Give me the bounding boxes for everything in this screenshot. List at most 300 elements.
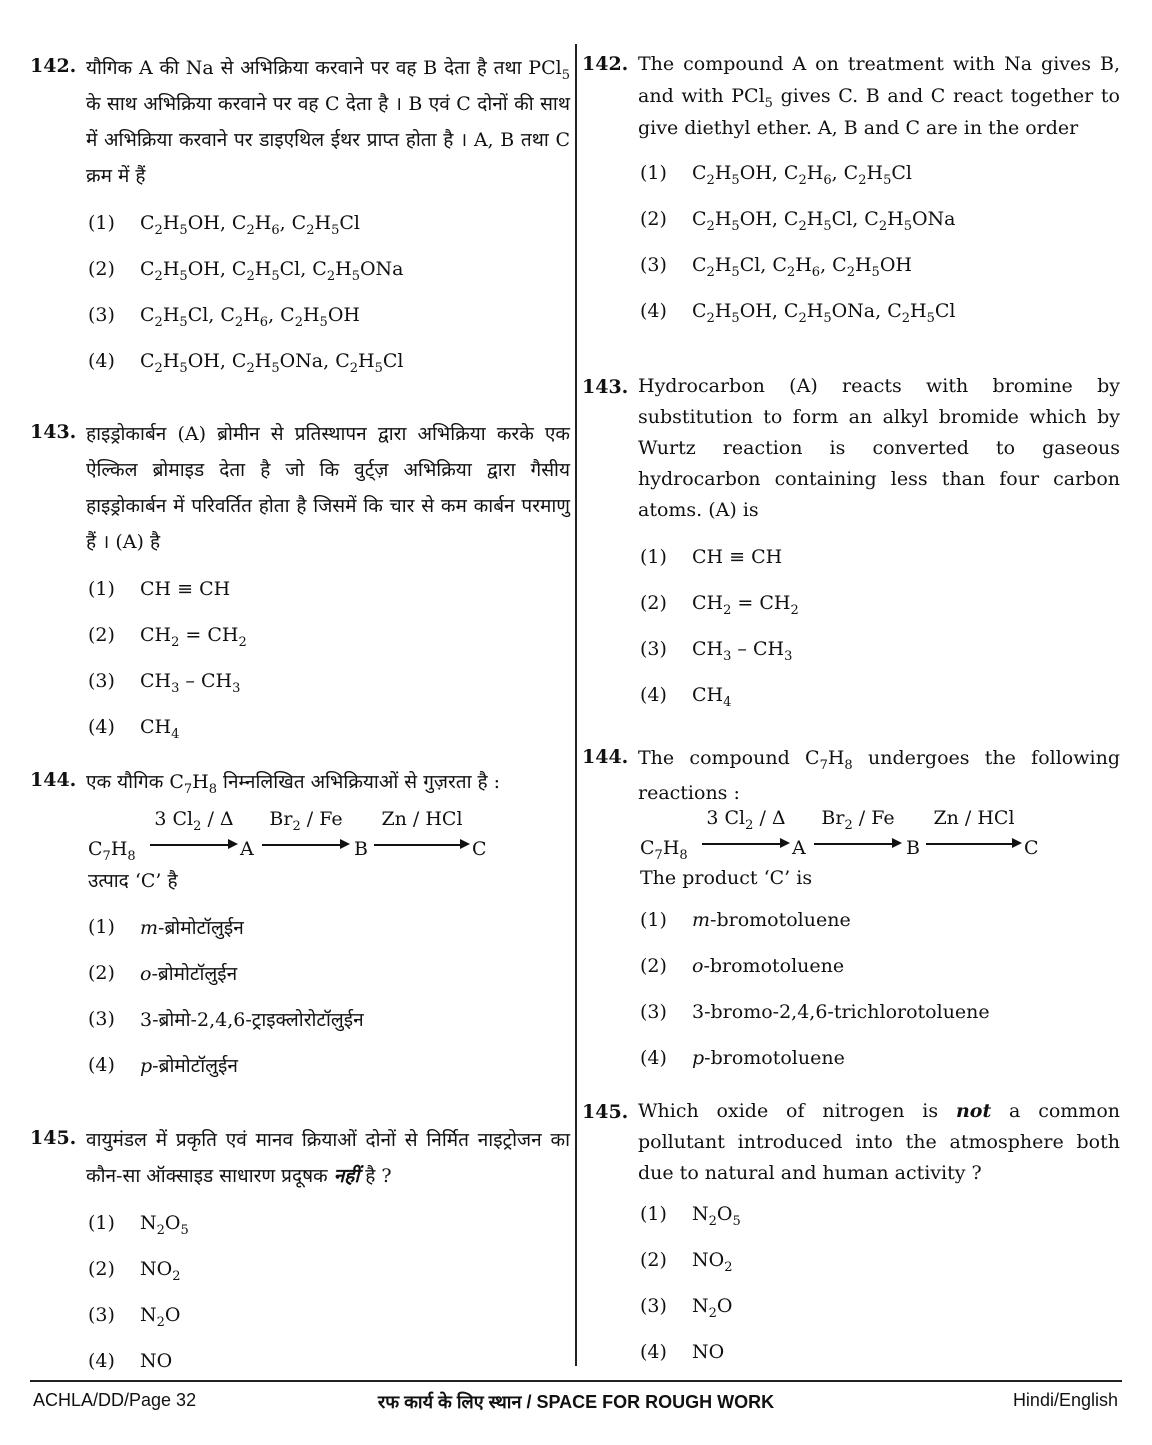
formula-text: Br <box>269 808 293 830</box>
subscript: 2 <box>294 315 303 330</box>
formula-text: OH <box>327 304 360 326</box>
formula-text: H <box>887 208 904 230</box>
formula-text: CH <box>140 716 172 738</box>
option-label: -ब्रोमोटॉलुईन <box>158 917 244 939</box>
formula-text: CH <box>692 638 724 660</box>
subscript: 7 <box>102 849 111 864</box>
option-2[interactable] <box>640 580 1120 626</box>
option-text <box>692 208 1120 234</box>
subscript: 5 <box>903 219 912 234</box>
rough-work-label: रफ कार्य के लिए स्थान / SPACE FOR ROUGH WORK <box>377 1392 775 1412</box>
subscript: 2 <box>154 315 163 330</box>
reaction-scheme <box>88 806 570 866</box>
subscript: 5 <box>732 1214 741 1229</box>
option-4[interactable] <box>88 1042 570 1088</box>
subscript: 2 <box>706 173 715 188</box>
arrow-head <box>1012 838 1022 848</box>
arrow-shaft <box>262 844 342 846</box>
formula-text: H <box>910 300 927 322</box>
option-text <box>692 254 1120 280</box>
options-list <box>640 150 1120 334</box>
option-number: (4) <box>88 716 115 738</box>
options-list <box>640 1191 1120 1375</box>
formula-text: O <box>716 1203 733 1225</box>
subscript: 3 <box>784 649 793 664</box>
subscript: 6 <box>811 265 821 280</box>
subscript: 5 <box>319 315 328 330</box>
option-3[interactable] <box>88 292 570 338</box>
formula-text: NO <box>692 1341 725 1363</box>
locant: p <box>140 1055 153 1077</box>
formula-text: = CH <box>731 592 791 614</box>
option-text <box>140 1304 570 1330</box>
reaction-arrow-1 <box>150 808 238 854</box>
subscript: 5 <box>271 361 280 376</box>
subscript: 2 <box>706 219 715 234</box>
subscript: 2 <box>246 269 255 284</box>
subscript: 5 <box>731 173 740 188</box>
option-2[interactable] <box>88 950 570 996</box>
formula-text: C <box>692 208 707 230</box>
product: C <box>1024 837 1039 859</box>
option-2[interactable] <box>88 1246 570 1292</box>
option-text <box>140 960 570 986</box>
question-143-english <box>582 371 1120 718</box>
subscript: 2 <box>154 269 163 284</box>
footer-rule <box>30 1380 1122 1382</box>
formula-text: NO <box>692 1249 725 1271</box>
formula-text: OH, C <box>739 162 799 184</box>
option-1[interactable] <box>88 904 570 950</box>
subscript: 5 <box>331 223 340 238</box>
formula-text: H <box>714 300 732 322</box>
option-text <box>140 914 570 940</box>
option-text <box>140 1052 570 1078</box>
arrow-shaft <box>702 843 782 845</box>
subscript: 2 <box>172 1269 181 1284</box>
formula-text: H <box>335 258 352 280</box>
reagent-label <box>150 808 238 834</box>
option-number: (3) <box>88 1304 115 1326</box>
reaction-arrow-2 <box>262 808 350 854</box>
subscript: 2 <box>154 361 163 376</box>
arrow-head <box>780 838 790 848</box>
option-text <box>692 955 1120 977</box>
formula-text: C <box>88 838 103 860</box>
option-number: (4) <box>640 1341 667 1363</box>
arrow-head <box>228 839 238 849</box>
option-2[interactable] <box>88 612 570 658</box>
subscript: 5 <box>823 219 832 234</box>
option-text <box>140 670 570 696</box>
question-text: वायुमंडल में प्रकृति एवं मानव क्रियाओं दोनों से निर्मित नाइट्रोजन का कौन-सा ऑक्साइड साधारण प्रदूषक नहीं है ? <box>86 1129 570 1187</box>
formula-text: OH, C <box>739 208 799 230</box>
option-text <box>692 1341 1120 1363</box>
option-text: 3-bromo-2,4,6-trichlorotoluene <box>692 1001 990 1023</box>
formula-text: , C <box>831 162 859 184</box>
formula-text: C <box>692 300 707 322</box>
option-1[interactable] <box>640 897 1120 943</box>
subscript: 2 <box>798 219 807 234</box>
subscript: 2 <box>326 269 336 284</box>
subscript: 2 <box>156 1223 165 1238</box>
formula-text: H <box>806 208 824 230</box>
option-text <box>692 684 1120 710</box>
reactant <box>640 837 688 863</box>
formula-text: CH <box>140 670 172 692</box>
subscript: 2 <box>306 223 315 238</box>
options-list <box>88 566 570 750</box>
option-4[interactable] <box>640 288 1120 334</box>
formula-text: CH <box>692 592 724 614</box>
formula-text: – CH <box>731 638 785 660</box>
option-1[interactable] <box>640 150 1120 196</box>
subscript: 2 <box>745 818 754 833</box>
question-number: 143. <box>582 376 629 398</box>
formula-text: = CH <box>179 624 239 646</box>
option-text <box>692 546 1120 568</box>
option-number: (1) <box>640 1203 667 1225</box>
option-text <box>140 258 570 284</box>
option-text <box>692 300 1120 326</box>
intermediate-a: A <box>240 838 254 860</box>
formula-text: Cl <box>891 162 912 184</box>
subscript: 5 <box>179 223 188 238</box>
option-4[interactable] <box>88 704 570 750</box>
question-144-english <box>582 741 1120 1081</box>
formula-text: OH, C <box>187 212 247 234</box>
subscript: 5 <box>926 311 935 326</box>
option-2[interactable] <box>640 196 1120 242</box>
subscript: 5 <box>871 265 880 280</box>
question-number: 142. <box>582 53 629 75</box>
formula-text: Cl <box>934 300 956 322</box>
option-text <box>140 578 570 600</box>
option-number: (4) <box>88 1350 115 1372</box>
subscript: 4 <box>171 727 180 742</box>
question-text: The compound $C_7H_8$ undergoes the following reactions : <box>638 747 1120 804</box>
formula-text: H <box>162 304 180 326</box>
reactant <box>88 838 136 864</box>
subscript: 5 <box>731 219 740 234</box>
option-4[interactable] <box>640 1329 1120 1375</box>
formula-text: H <box>254 350 272 372</box>
formula-text: H <box>662 837 680 859</box>
question-number: 144. <box>582 746 629 768</box>
option-number: (2) <box>88 1258 115 1280</box>
language-label: Hindi/English <box>1012 1390 1118 1410</box>
intermediate-a: A <box>792 837 806 859</box>
locant: p <box>692 1047 705 1069</box>
option-4[interactable] <box>88 1338 570 1384</box>
formula-text: Cl <box>339 212 360 234</box>
subscript: 2 <box>723 603 732 618</box>
question-number: 145. <box>582 1101 629 1123</box>
option-text <box>140 624 570 650</box>
formula-text: , C <box>279 212 307 234</box>
option-3[interactable] <box>88 996 570 1042</box>
question-text: Which oxide of nitrogen is not a common pollutant introduced into the atmosphere both due to natural and human activity ? <box>638 1100 1121 1184</box>
subscript: 2 <box>844 818 853 833</box>
formula-text: O <box>164 1212 181 1234</box>
intermediate-b: B <box>906 837 920 859</box>
locant: o <box>692 955 704 977</box>
option-number: (3) <box>88 1008 115 1030</box>
question-142-hindi <box>30 50 570 384</box>
subscript: 2 <box>846 265 855 280</box>
question-number: 145. <box>30 1127 77 1149</box>
subscript: 2 <box>171 635 180 650</box>
formula-text: N <box>692 1295 709 1317</box>
subscript: 4 <box>723 695 732 710</box>
formula-text: , C <box>268 304 295 326</box>
subscript: 2 <box>708 1306 717 1321</box>
formula-text: H <box>806 300 824 322</box>
option-text <box>692 638 1120 664</box>
formula-text: ONa <box>911 208 956 230</box>
option-number: (4) <box>640 300 667 322</box>
option-number: (3) <box>640 1295 667 1317</box>
question-text: The compound A on treatment with Na gives B, and with PCl$_5$ gives C. B and C react together to give diethyl ether. A, B and C are in the order <box>638 53 1120 139</box>
formula-text: 3 Cl <box>154 808 194 830</box>
arrow-shaft <box>814 843 894 845</box>
subscript: 5 <box>271 269 280 284</box>
question-145-english <box>582 1096 1120 1375</box>
option-number: (3) <box>640 254 667 276</box>
formula-text: 3 Cl <box>706 807 746 829</box>
subscript: 2 <box>798 173 807 188</box>
option-2[interactable] <box>640 1237 1120 1283</box>
subscript: 2 <box>349 361 359 376</box>
question-145-hindi <box>30 1122 570 1384</box>
formula-text: / Δ <box>753 807 786 829</box>
formula-text: C <box>140 350 155 372</box>
arrow-head <box>340 839 350 849</box>
option-number: (4) <box>640 684 667 706</box>
formula-text: – CH <box>179 670 233 692</box>
subscript: 2 <box>234 315 244 330</box>
arrow-head <box>460 839 470 849</box>
option-number: (3) <box>640 1001 667 1023</box>
formula-text: ONa, C <box>279 350 350 372</box>
reaction-arrow-1 <box>702 807 790 853</box>
formula-text: Cl <box>382 350 404 372</box>
subscript: 5 <box>179 361 188 376</box>
reaction-arrow-3 <box>926 807 1022 853</box>
reagent-label: Zn / HCl <box>381 808 463 830</box>
question-text: हाइड्रोकार्बन (A) ब्रोमीन से प्रतिस्थापन द्वारा अभिक्रिया करके एक ऐल्किल ब्रोमाइड देता है जो कि वुर्ट्ज़ अभिक्रिया द्वारा गैसीय हाइड्रोकार्बन में परिवर्तित होता है जिसमें कि चार से कम कार्बन परमाणु हैं । (A) है <box>86 423 570 553</box>
formula-text: / Fe <box>852 807 895 829</box>
option-text <box>140 212 570 238</box>
formula-text: Cl, C <box>831 208 879 230</box>
option-4[interactable] <box>640 672 1120 718</box>
arrow-shaft <box>150 844 230 846</box>
option-1[interactable] <box>88 566 570 612</box>
formula-text: H <box>254 212 272 234</box>
formula-text: OH, C <box>187 350 247 372</box>
option-1[interactable] <box>640 1191 1120 1237</box>
subscript: 2 <box>901 311 911 326</box>
formula-text: N <box>140 1212 157 1234</box>
option-3[interactable] <box>88 658 570 704</box>
reaction-arrow-3 <box>374 808 470 854</box>
options-list <box>640 897 1120 1081</box>
option-number: (1) <box>640 909 667 931</box>
question-text: एक यौगिक $C_7H_8$ निम्नलिखित अभिक्रियाओं से गुज़रता है : <box>86 771 501 797</box>
reagent-label <box>702 807 790 833</box>
formula-text: Br <box>821 807 845 829</box>
subscript: 6 <box>271 223 280 238</box>
formula-text: NO <box>140 1258 173 1280</box>
formula-text: H <box>714 254 732 276</box>
subscript: 2 <box>878 219 888 234</box>
option-text <box>140 1258 570 1284</box>
option-number: (2) <box>88 624 115 646</box>
subscript: 5 <box>179 315 188 330</box>
page-id: ACHLA/DD/Page 32 <box>33 1390 197 1410</box>
option-text <box>692 162 1120 188</box>
subscript: 2 <box>798 311 807 326</box>
option-text <box>140 1212 570 1238</box>
subscript: 6 <box>823 173 832 188</box>
question-number: 144. <box>30 769 77 791</box>
option-1[interactable] <box>640 534 1120 580</box>
formula-text: H <box>714 162 732 184</box>
formula-text: H <box>162 212 180 234</box>
option-1[interactable] <box>88 1200 570 1246</box>
formula-text: / Δ <box>201 808 234 830</box>
subscript: 6 <box>259 315 269 330</box>
option-label: -bromotoluene <box>704 1047 845 1069</box>
formula-text: C <box>140 304 155 326</box>
formula-text: H <box>854 254 872 276</box>
formula-text: O <box>716 1295 733 1317</box>
option-number: (1) <box>88 1212 115 1234</box>
formula-text: H <box>254 258 272 280</box>
question-144-hindi <box>30 764 570 1088</box>
subscript: 2 <box>706 265 715 280</box>
option-text <box>692 592 1120 618</box>
option-3[interactable] <box>640 242 1120 288</box>
option-number: (3) <box>88 670 115 692</box>
formula-text: CH ≡ CH <box>692 546 783 568</box>
subscript: 2 <box>708 1214 717 1229</box>
option-1[interactable] <box>88 200 570 246</box>
option-3[interactable] <box>640 989 1120 1035</box>
arrow-shaft <box>926 843 1014 845</box>
subscript: 3 <box>232 681 241 696</box>
formula-text: C <box>140 258 155 280</box>
option-text: 3-ब्रोमो-2,4,6-ट्राइक्लोरोटॉलुईन <box>140 1009 364 1031</box>
formula-text: N <box>692 1203 709 1225</box>
reagent-label <box>262 808 350 834</box>
option-3[interactable] <box>640 626 1120 672</box>
formula-text: CH <box>692 684 724 706</box>
formula-text: OH <box>879 254 912 276</box>
formula-text: H <box>162 258 180 280</box>
formula-text: H <box>302 304 320 326</box>
formula-text: H <box>110 838 128 860</box>
product-label: The product ‘C’ is <box>640 867 813 889</box>
option-text <box>692 909 1120 931</box>
formula-text: H <box>866 162 884 184</box>
question-text: Hydrocarbon (A) reacts with bromine by substitution to form an alkyl bromide which by Wurtz reaction is converted to gaseous hydrocarbon containing less than four carbon atoms. (A) is <box>638 375 1120 521</box>
subscript: 5 <box>351 269 360 284</box>
option-label: -bromotoluene <box>710 909 851 931</box>
locant: m <box>692 909 711 931</box>
option-number: (4) <box>88 1054 115 1076</box>
option-3[interactable] <box>88 1292 570 1338</box>
option-3[interactable] <box>640 1283 1120 1329</box>
option-text <box>692 1249 1120 1275</box>
subscript: 2 <box>292 819 301 834</box>
formula-text: CH <box>140 624 172 646</box>
option-text <box>692 1047 1120 1069</box>
formula-text: H <box>806 162 824 184</box>
subscript: 2 <box>246 361 255 376</box>
question-143-hindi <box>30 416 570 750</box>
option-text <box>140 350 570 376</box>
option-2[interactable] <box>640 943 1120 989</box>
question-number: 142. <box>30 55 77 77</box>
formula-text: OH, C <box>187 258 247 280</box>
intermediate-b: B <box>354 838 368 860</box>
column-divider <box>575 44 577 1366</box>
formula-text: , C <box>820 254 847 276</box>
subscript: 7 <box>654 848 663 863</box>
formula-text: H <box>714 208 732 230</box>
subscript: 2 <box>706 311 715 326</box>
options-list <box>88 904 570 1088</box>
option-number: (2) <box>88 258 115 280</box>
option-4[interactable] <box>88 338 570 384</box>
formula-text: H <box>243 304 260 326</box>
options-list <box>88 200 570 384</box>
question-number: 143. <box>30 421 77 443</box>
subscript: 2 <box>193 819 202 834</box>
option-number: (4) <box>640 1047 667 1069</box>
option-text <box>140 304 570 330</box>
option-number: (2) <box>640 1249 667 1271</box>
option-number: (2) <box>640 592 667 614</box>
option-number: (2) <box>640 208 667 230</box>
subscript: 2 <box>246 223 255 238</box>
option-2[interactable] <box>88 246 570 292</box>
formula-text: C <box>640 837 655 859</box>
option-number: (3) <box>640 638 667 660</box>
option-number: (1) <box>88 916 115 938</box>
subscript: 3 <box>723 649 732 664</box>
option-text <box>692 1295 1120 1321</box>
option-number: (3) <box>88 304 115 326</box>
formula-text: ONa, C <box>831 300 902 322</box>
option-4[interactable] <box>640 1035 1120 1081</box>
subscript: 5 <box>823 311 832 326</box>
formula-text: H <box>358 350 375 372</box>
formula-text: O <box>164 1304 181 1326</box>
locant: m <box>140 917 159 939</box>
subscript: 5 <box>731 265 740 280</box>
formula-text: Cl, C <box>187 304 235 326</box>
formula-text: Cl, C <box>279 258 327 280</box>
option-number: (4) <box>88 350 115 372</box>
product: C <box>472 838 487 860</box>
arrow-head <box>892 838 902 848</box>
option-text <box>140 716 570 742</box>
option-number: (1) <box>640 546 667 568</box>
formula-text: N <box>140 1304 157 1326</box>
subscript: 5 <box>731 311 740 326</box>
